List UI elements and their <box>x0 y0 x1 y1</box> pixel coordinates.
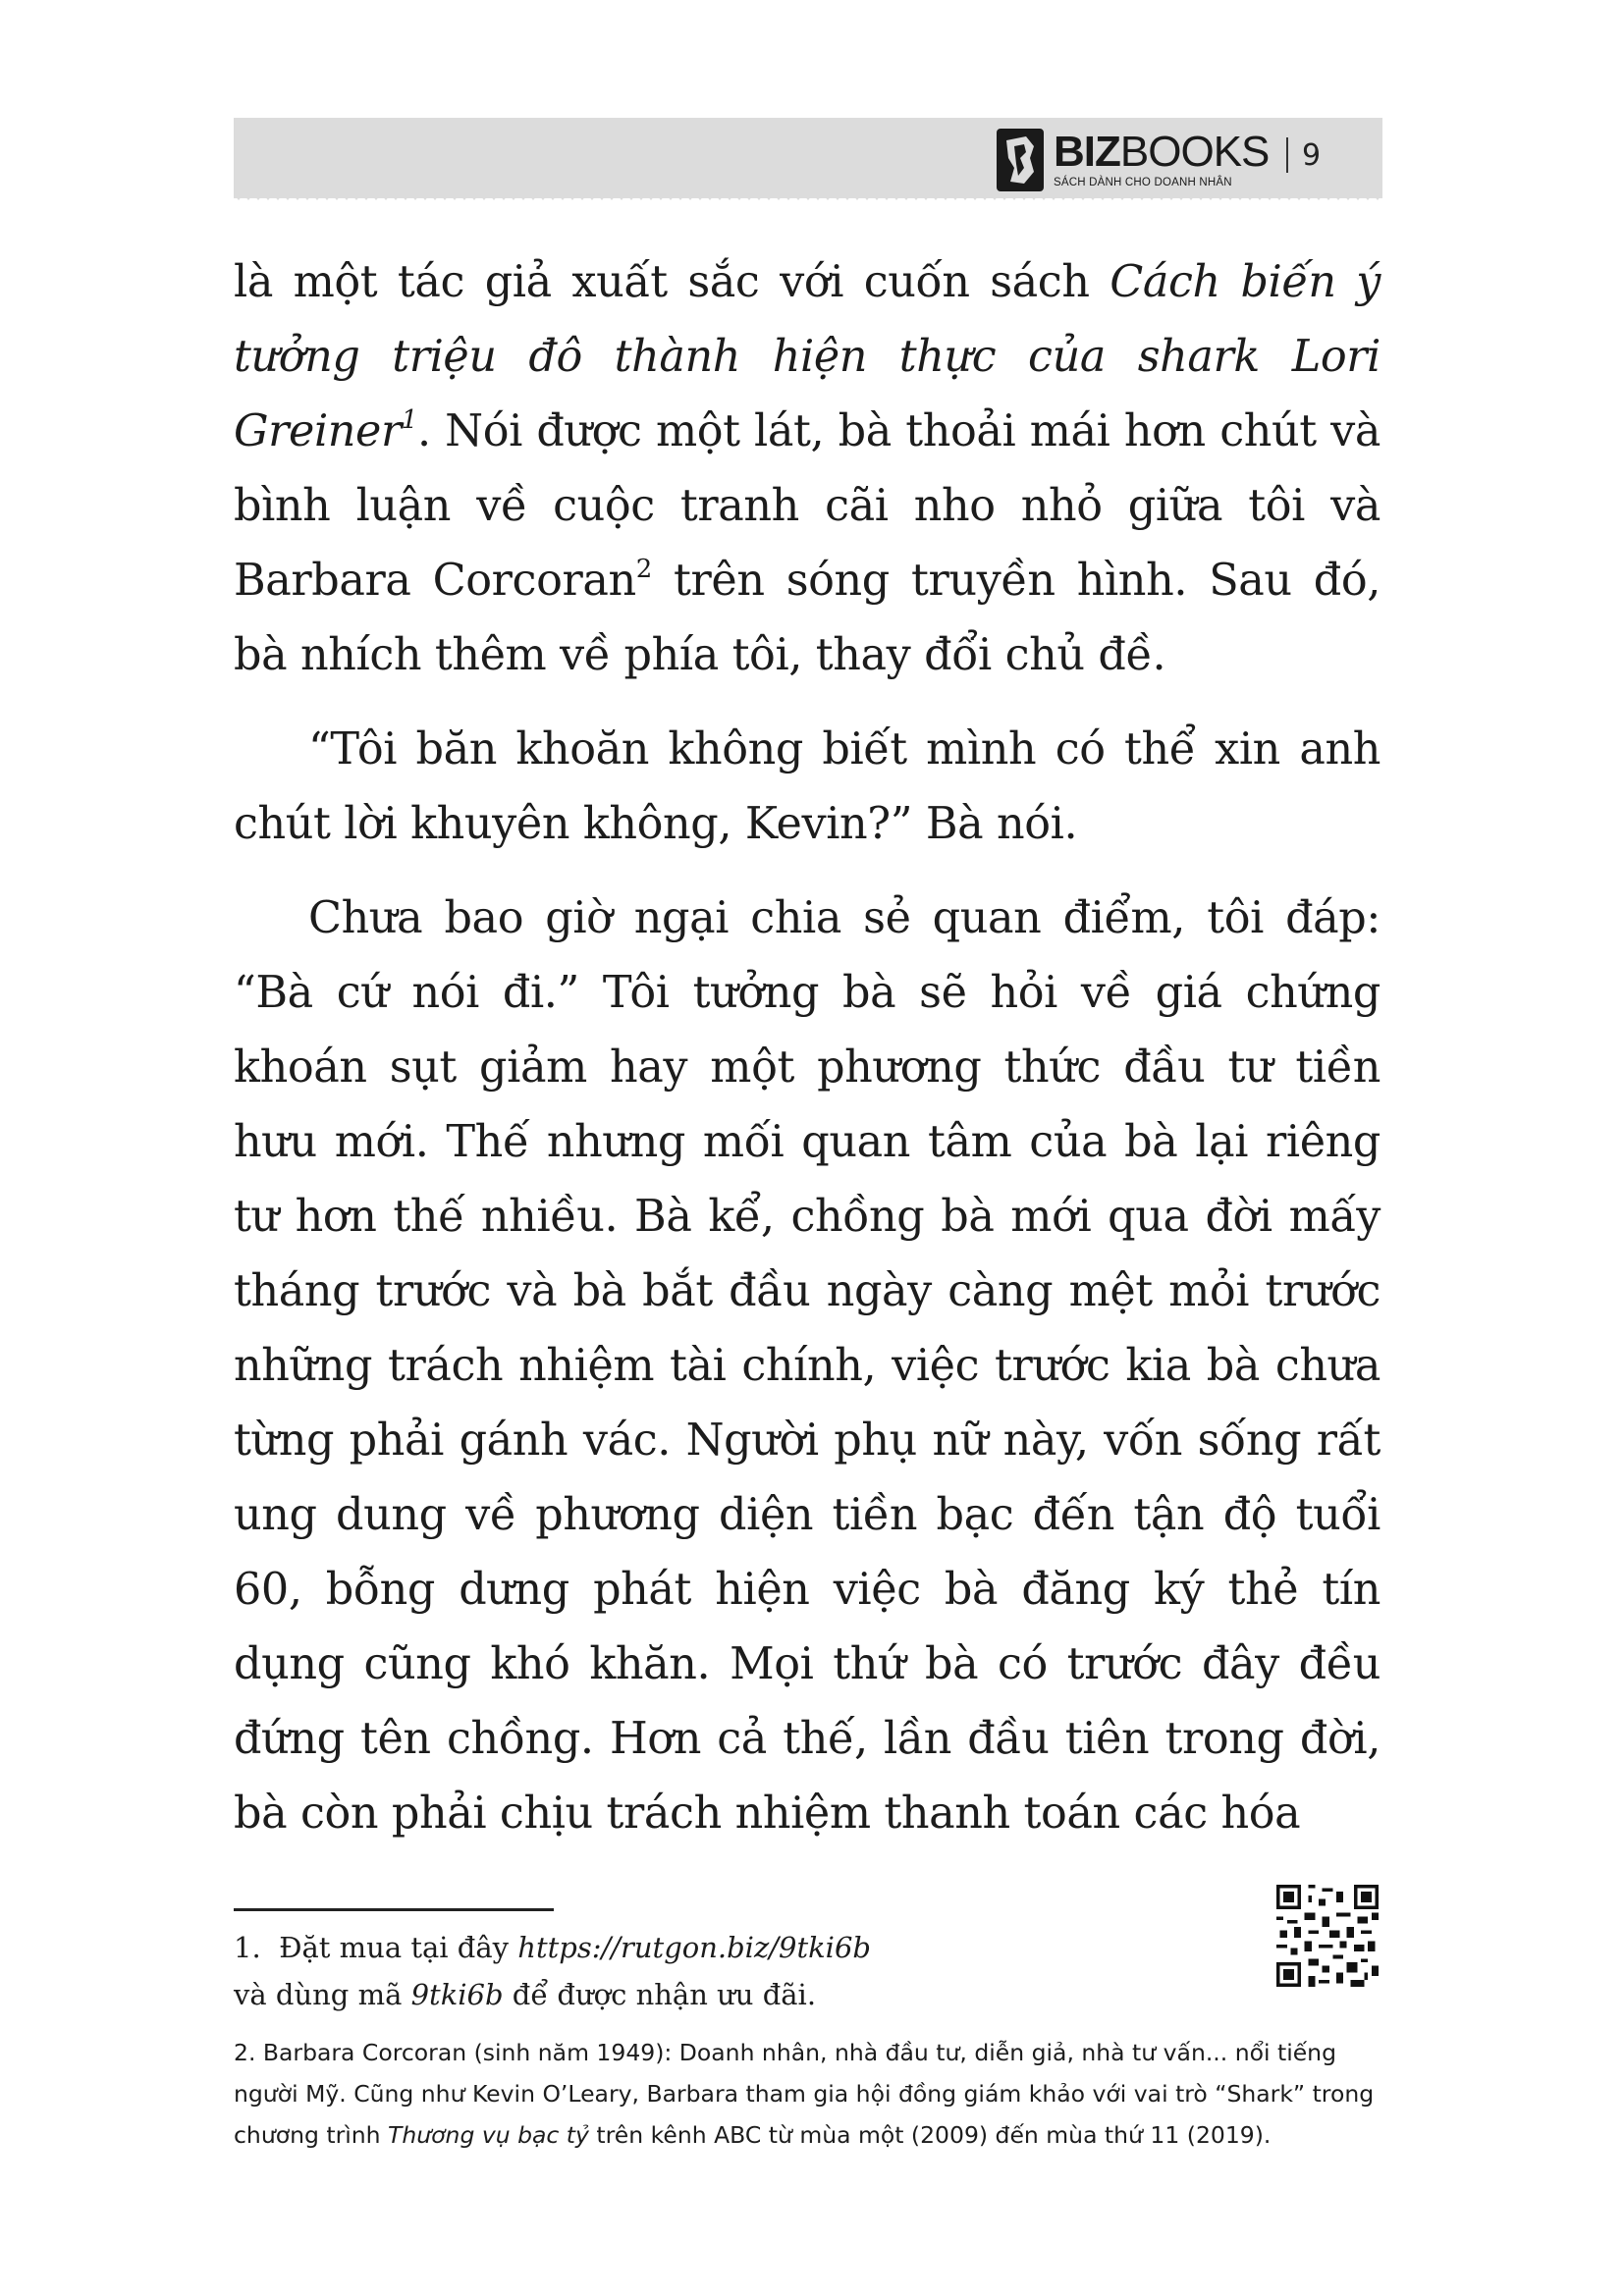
paragraph-3: Chưa bao giờ ngại chia sẻ quan điểm, tôi đáp: “Bà cứ nói đi.” Tôi tưởng bà sẽ hỏi về giá chứng khoán sụt giảm hay một phương thức đầu tư tiền hưu mới. Thế nhưng mối quan tâm của bà lại riêng tư hơn thế nhiều. Bà kể, chồng bà mới qua đời mấy tháng trước và bà bắt đầu ngày càng mệt mỏi trước những trách nhiệm tài chính, việc trước kia bà chưa từng phải gánh vác. Người phụ nữ này, vốn sống rất ung dung về phương diện tiền bạc đến tận độ tuổi 60, bỗng dưng phát hiện việc bà đăng ký thẻ tín dụng cũng khó khăn. Mọi thứ bà có trước đây đều đứng tên chồng. Hơn cả thế, lần đầu tiên trong đời, bà còn phải chịu trách nhiệm thanh toán các hóa <box>234 893 1380 1839</box>
footnote-ref-2: 2 <box>635 555 652 584</box>
discount-code: 9tki6b <box>410 1978 504 2011</box>
logo-tagline: SÁCH DÀNH CHO DOANH NHÂN <box>1054 177 1232 189</box>
order-link[interactable]: https://rutgon.biz/9tki6b <box>517 1931 871 1964</box>
qr-code-icon[interactable] <box>1276 1885 1379 1987</box>
bizbooks-logo <box>997 126 1269 194</box>
paragraph-1: là một tác giả xuất sắc với cuốn sách Cách biến ý tưởng triệu đô thành hiện thực của shark Lori Greiner$^1$. Nói được một lát, bà thoải mái hơn chút và bình luận về cuộc tranh cãi nho nhỏ giữa tôi và Barbara Corcoran$^2$ trên sóng truyền hình. Sau đó, bà nhích thêm về phía tôi, thay đổi chủ đề. <box>234 257 1381 680</box>
page-number: 9 <box>1286 137 1321 173</box>
paragraph-2: “Tôi băn khoăn không biết mình có thể xin anh chút lời khuyên không, Kevin?” Bà nói. <box>234 724 1380 849</box>
logo-wordmark: BIZBOOKS <box>1054 128 1270 177</box>
page-number-divider <box>1286 137 1288 173</box>
book-title: Cách biến ý tưởng triệu đô thành hiện thực của shark Lori Greiner <box>234 257 1381 456</box>
footnote-rule <box>234 1908 554 1911</box>
body-text <box>234 245 1380 1851</box>
footnote-2: 2. Barbara Corcoran (sinh năm 1949): Doanh nhân, nhà đầu tư, diễn giả, nhà tư vấn... nổi tiếng người Mỹ. Cũng như Kevin O’Leary, Barbara tham gia hội đồng giám khảo với vai trò “Shark” trong chương trình Thương vụ bạc tỷ trên kênh ABC từ mùa một (2009) đến mùa thứ 11 (2019). <box>234 2039 1375 2149</box>
show-title: Thương vụ bạc tỷ <box>388 2121 589 2149</box>
footnote-ref-1: 1 <box>401 405 418 435</box>
logo-emblem-icon <box>997 129 1044 191</box>
footnote-1: 1. Đặt mua tại đây https://rutgon.biz/9tki6b và dùng mã 9tki6b để được nhận ưu đãi. <box>234 1931 871 2011</box>
